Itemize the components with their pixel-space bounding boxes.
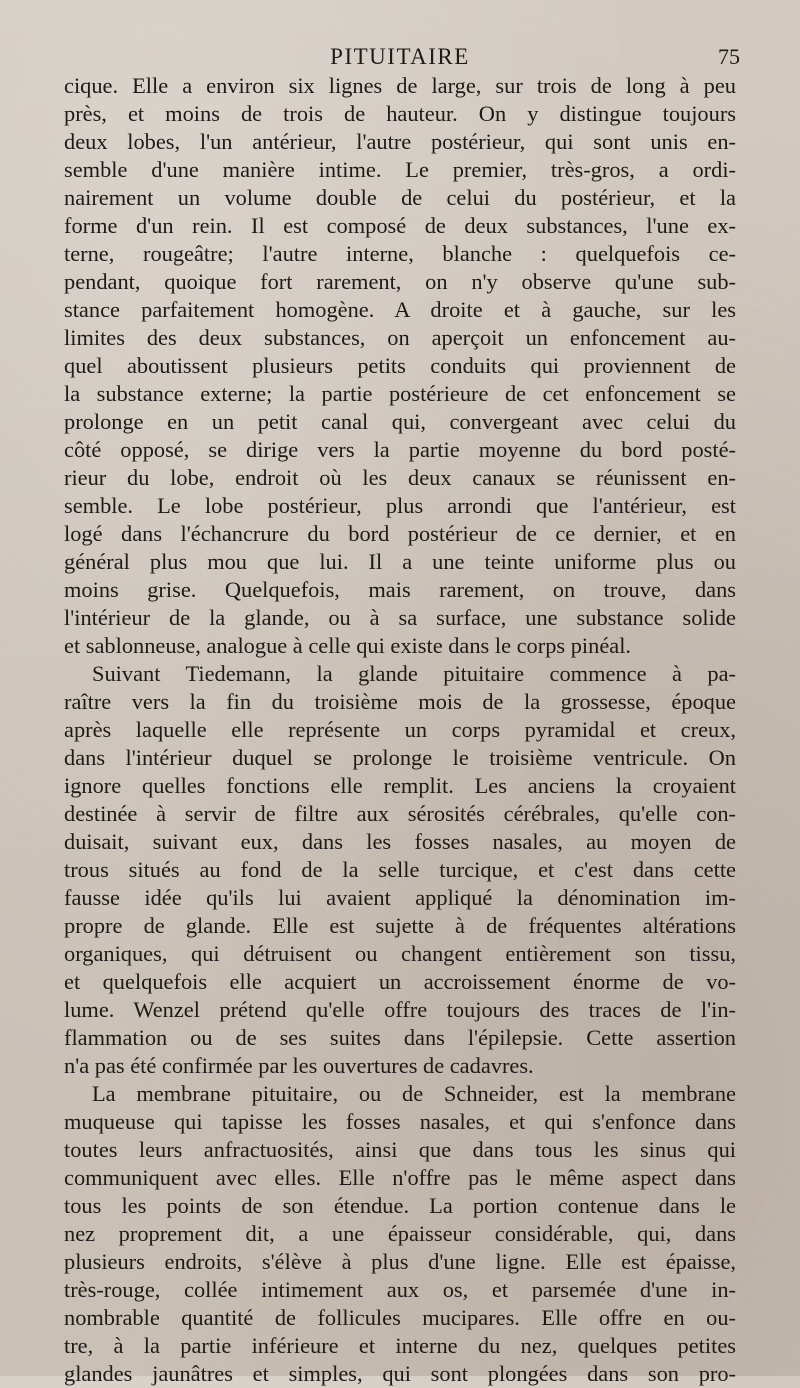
text-line: pendant, quoique fort rarement, on n'y observe qu'une sub- — [64, 269, 736, 294]
text-line: moins grise. Quelquefois, mais rarement, on trouve, dans — [64, 577, 736, 602]
text-line: duisait, suivant eux, dans les fosses nasales, au moyen de — [64, 829, 736, 854]
running-title: PITUITAIRE — [330, 44, 470, 69]
text-line: semble d'une manière intime. Le premier, très-gros, a ordi- — [64, 157, 736, 182]
text-line: prolonge en un petit canal qui, convergeant avec celui du — [64, 409, 736, 434]
text-line: tre, à la partie inférieure et interne du nez, quelques petites — [64, 1333, 736, 1358]
text-line: fausse idée qu'ils lui avaient appliqué la dénomination im- — [64, 885, 736, 910]
text-line: flammation ou de ses suites dans l'épilepsie. Cette assertion — [64, 1025, 736, 1050]
text-line: lume. Wenzel prétend qu'elle offre toujours des traces de l'in- — [64, 997, 736, 1022]
text-line: l'intérieur de la glande, ou à sa surface, une substance solide — [64, 605, 736, 630]
text-line: très-rouge, collée intimement aux os, et parsemée d'une in- — [64, 1277, 736, 1302]
page-number: 75 — [718, 44, 740, 69]
text-line: muqueuse qui tapisse les fosses nasales, et qui s'enfonce dans — [64, 1109, 736, 1134]
text-line: près, et moins de trois de hauteur. On y distingue toujours — [64, 101, 736, 126]
text-line: trous situés au fond de la selle turcique, et c'est dans cette — [64, 857, 736, 882]
text-line: forme d'un rein. Il est composé de deux substances, l'une ex- — [64, 213, 736, 238]
text-line: ignore quelles fonctions elle remplit. Les anciens la croyaient — [64, 773, 736, 798]
text-line: n'a pas été confirmée par les ouvertures de cadavres. — [64, 1053, 534, 1078]
text-line: propre de glande. Elle est sujette à de fréquentes altérations — [64, 913, 736, 938]
text-line: et sablonneuse, analogue à celle qui existe dans le corps pinéal. — [64, 633, 632, 658]
text-line: quel aboutissent plusieurs petits conduits qui proviennent de — [64, 353, 736, 378]
text-line: côté opposé, se dirige vers la partie moyenne du bord posté- — [64, 437, 736, 462]
text-line: après laquelle elle représente un corps pyramidal et creux, — [64, 717, 736, 742]
text-line: et quelquefois elle acquiert un accroissement énorme de vo- — [64, 969, 736, 994]
text-line: la substance externe; la partie postérieure de cet enfoncement se — [64, 381, 736, 406]
text-line: plusieurs endroits, s'élève à plus d'une ligne. Elle est épaisse, — [64, 1249, 736, 1274]
text-line: deux lobes, l'un antérieur, l'autre postérieur, qui sont unis en- — [64, 129, 736, 154]
text-line: communiquent avec elles. Elle n'offre pas le même aspect dans — [64, 1165, 736, 1190]
text-line: raître vers la fin du troisième mois de la grossesse, époque — [64, 689, 736, 714]
text-line: cique. Elle a environ six lignes de large, sur trois de long à peu — [64, 73, 736, 98]
body-text — [64, 72, 736, 1388]
text-line: organiques, qui détruisent ou changent entièrement son tissu, — [64, 941, 736, 966]
text-line: La membrane pituitaire, ou de Schneider, est la membrane — [92, 1081, 736, 1106]
text-line: stance parfaitement homogène. A droite et à gauche, sur les — [64, 297, 736, 322]
text-line: terne, rougeâtre; l'autre interne, blanche : quelquefois ce- — [64, 241, 736, 266]
text-line: logé dans l'échancrure du bord postérieur de ce dernier, et en — [64, 521, 736, 546]
text-line: nombrable quantité de follicules mucipares. Elle offre en ou- — [64, 1305, 736, 1330]
text-line: limites des deux substances, on aperçoit un enfoncement au- — [64, 325, 736, 350]
text-line: rieur du lobe, endroit où les deux canaux se réunissent en- — [64, 465, 736, 490]
text-line: tous les points de son étendue. La portion contenue dans le — [64, 1193, 736, 1218]
text-line: Suivant Tiedemann, la glande pituitaire commence à pa- — [92, 661, 736, 686]
text-line: nez proprement dit, a une épaisseur considérable, qui, dans — [64, 1221, 736, 1246]
text-line: dans l'intérieur duquel se prolonge le troisième ventricule. On — [64, 745, 736, 770]
text-line: semble. Le lobe postérieur, plus arrondi que l'antérieur, est — [64, 493, 736, 518]
text-line: glandes jaunâtres et simples, qui sont plongées dans son pro- — [64, 1361, 736, 1386]
text-line: toutes leurs anfractuosités, ainsi que dans tous les sinus qui — [64, 1137, 736, 1162]
text-line: nairement un volume double de celui du postérieur, et la — [64, 185, 736, 210]
text-line: destinée à servir de filtre aux sérosités cérébrales, qu'elle con- — [64, 801, 736, 826]
text-line: général plus mou que lui. Il a une teinte uniforme plus ou — [64, 549, 736, 574]
